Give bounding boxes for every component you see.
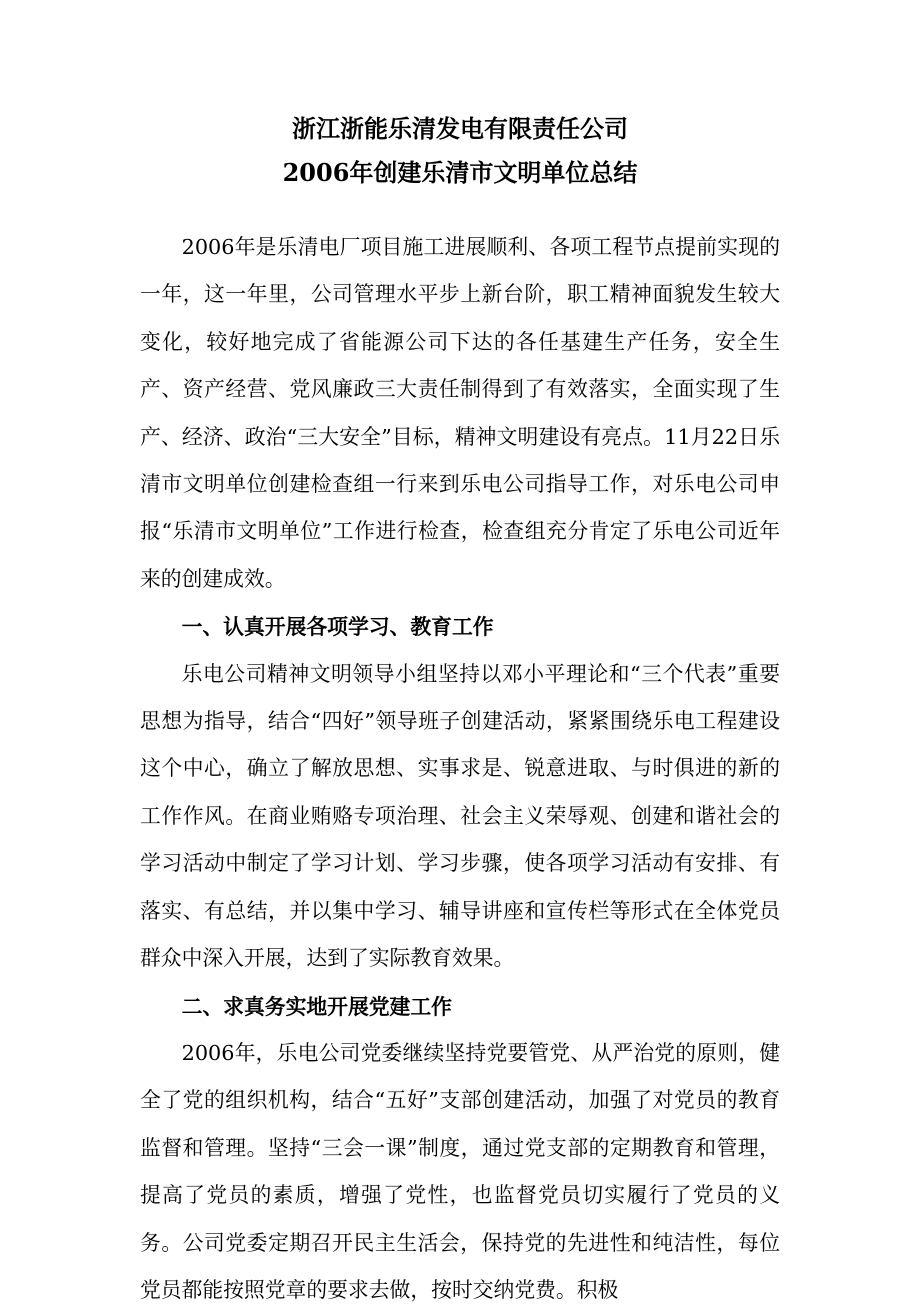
section-1-heading: 一、认真开展各项学习、教育工作 <box>181 614 494 640</box>
section-2-paragraph: 2006年，乐电公司党委继续坚持党要管党、从严治党的原则，健全了党的组织机构，结合“五好”支部创建活动，加强了对党员的教育监督和管理。坚持“三会一课”制度，通过党支部的定期教育和管理，提高了党员的素质，增强了党性，也监督党员切实履行了党员的义务。公司党委定期召开民主生活会，保持党的先进性和纯洁性，每位党员都能按照党章的要求去做，按时交纳党费。积极 <box>140 1040 780 1302</box>
document-title-summary: 2006年创建乐清市文明单位总结 <box>282 158 638 187</box>
intro-paragraph: 2006年是乐清电厂项目施工进展顺利、各项工程节点提前实现的一年，这一年里，公司管理水平步上新台阶，职工精神面貌发生较大变化，较好地完成了省能源公司下达的各任基建生产任务，安全生产、资产经营、党风廉政三大责任制得到了有效落实，全面实现了生产、经济、政治“三大安全”目标，精神文明建设有亮点。11月22日乐清市文明单位创建检查组一行来到乐电公司指导工作，对乐电公司申报“乐清市文明单位”工作进行检查，检查组充分肯定了乐电公司近年来的创建成效。 <box>140 235 780 591</box>
section-1-paragraph: 乐电公司精神文明领导小组坚持以邓小平理论和“三个代表”重要思想为指导，结合“四好”领导班子创建活动，紧紧围绕乐电工程建设这个中心，确立了解放思想、实事求是、锐意进取、与时俱进的新的工作作风。在商业贿赂专项治理、社会主义荣辱观、创建和谐社会的学习活动中制定了学习计划、学习步骤，使各项学习活动有安排、有落实、有总结，并以集中学习、辅导讲座和宣传栏等形式在全体党员群众中深入开展，达到了实际教育效果。 <box>140 661 780 971</box>
document-title-company: 浙江浙能乐清发电有限责任公司 <box>292 114 628 143</box>
section-2-heading: 二、求真务实地开展党建工作 <box>181 993 452 1019</box>
document-body <box>140 224 780 1314</box>
